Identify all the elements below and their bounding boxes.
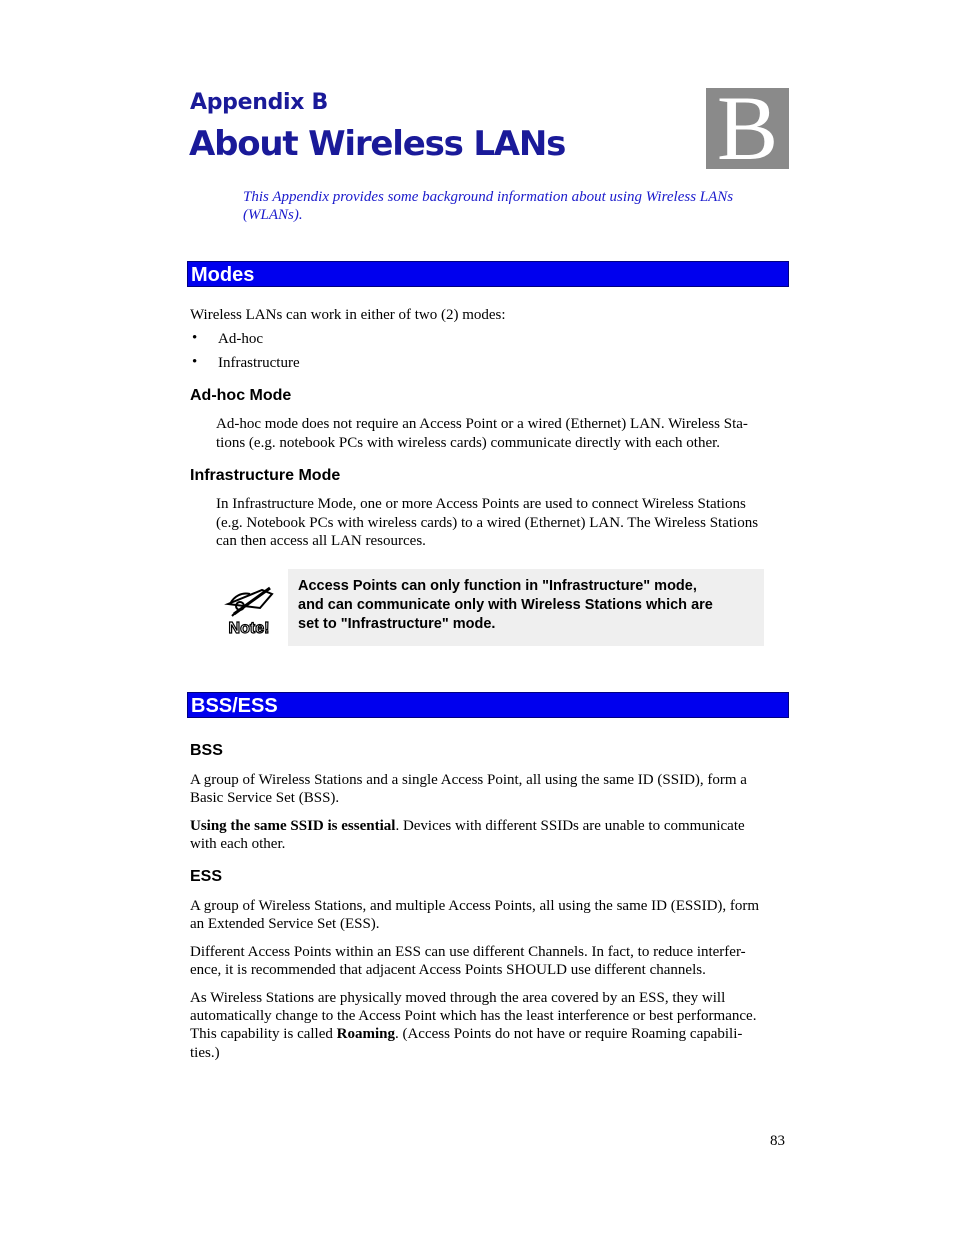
note-line: Access Points can only function in "Infrastructure" mode, bbox=[298, 578, 697, 594]
ess-line: Different Access Points within an ESS can use different Channels. In fact, to reduce interfer- bbox=[190, 944, 746, 960]
note-icon bbox=[220, 578, 278, 638]
bss-line-rest: . Devices with different SSIDs are unable to communicate bbox=[395, 818, 745, 834]
ess-line: A group of Wireless Stations, and multiple Access Points, all using the same ID (ESSID), form bbox=[190, 898, 760, 914]
ess-line: an Extended Service Set (ESS). bbox=[190, 916, 380, 932]
ess-line: automatically change to the Access Point which has the least interference or best performance. bbox=[190, 1008, 757, 1024]
page-number: 83 bbox=[770, 1133, 785, 1149]
adhoc-line: tions (e.g. notebook PCs with wireless cards) communicate directly with each other. bbox=[216, 435, 721, 451]
bss-line: Basic Service Set (BSS). bbox=[190, 790, 340, 806]
appendix-letter-badge: B bbox=[706, 88, 789, 169]
note-box bbox=[288, 569, 764, 646]
ess-line: ties.) bbox=[190, 1045, 220, 1061]
ess-line-part: This capability is called bbox=[190, 1026, 337, 1042]
bss-line: with each other. bbox=[190, 836, 286, 852]
bss-line: A group of Wireless Stations and a single Access Point, all using the same ID (SSID), form a bbox=[190, 772, 747, 788]
page-title: About Wireless LANs bbox=[189, 124, 566, 164]
adhoc-line: Ad-hoc mode does not require an Access Point or a wired (Ethernet) LAN. Wireless Sta- bbox=[216, 416, 748, 432]
roaming-emphasis: Roaming bbox=[336, 1026, 395, 1042]
section-heading-label: Modes bbox=[191, 264, 255, 286]
list-item: Ad-hoc bbox=[218, 331, 263, 347]
modes-lead: Wireless LANs can work in either of two (2) modes: bbox=[190, 307, 506, 323]
infrastructure-line: can then access all LAN resources. bbox=[216, 533, 426, 549]
bullet-icon: • bbox=[192, 330, 198, 346]
note-line: and can communicate only with Wireless Stations which are bbox=[298, 597, 713, 613]
ess-line bbox=[190, 1025, 742, 1044]
infrastructure-line: In Infrastructure Mode, one or more Access Points are used to connect Wireless Stations bbox=[216, 496, 746, 512]
section-heading-label: BSS/ESS bbox=[191, 695, 278, 717]
note-icon-label: Note! bbox=[228, 620, 270, 637]
intro-text: This Appendix provides some background information about using Wireless LANs (WLANs). bbox=[243, 189, 734, 223]
adhoc-heading: Ad-hoc Mode bbox=[190, 387, 292, 404]
bss-line bbox=[190, 817, 745, 836]
bss-emphasis: Using the same SSID is essential bbox=[190, 818, 396, 834]
ess-line: ence, it is recommended that adjacent Access Points SHOULD use different channels. bbox=[190, 962, 706, 978]
section-heading-bss-ess bbox=[187, 692, 789, 718]
list-item: Infrastructure bbox=[218, 355, 300, 371]
note-line: set to "Infrastructure" mode. bbox=[298, 616, 496, 632]
ess-line-part: . (Access Points do not have or require Roaming capabili- bbox=[394, 1026, 743, 1042]
section-heading-modes bbox=[187, 261, 789, 287]
appendix-label: Appendix B bbox=[190, 90, 329, 115]
infrastructure-line: (e.g. Notebook PCs with wireless cards) to a wired (Ethernet) LAN. The Wireless Stations bbox=[216, 515, 759, 531]
bss-heading: BSS bbox=[190, 742, 223, 759]
infrastructure-heading: Infrastructure Mode bbox=[190, 467, 341, 484]
ess-line: As Wireless Stations are physically moved through the area covered by an ESS, they will bbox=[190, 990, 726, 1006]
ess-heading: ESS bbox=[190, 868, 223, 885]
bullet-icon: • bbox=[192, 354, 198, 370]
